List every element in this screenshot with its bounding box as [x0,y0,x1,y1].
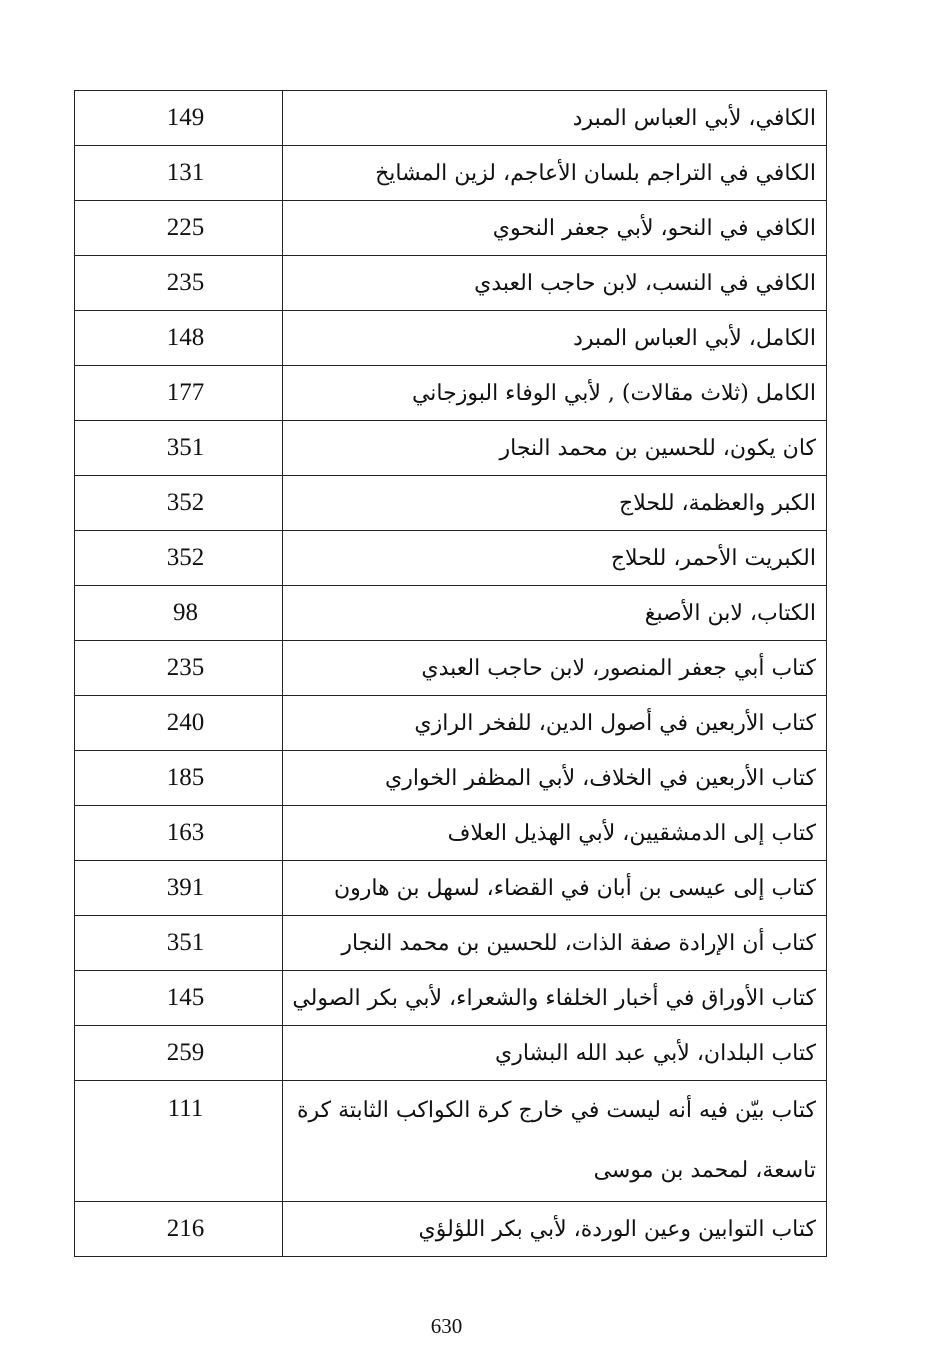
book-title: الكافي في التراجم بلسان الأعاجم، لزين المشايخ [283,146,827,201]
page-ref: 111 [75,1081,283,1202]
page-ref: 98 [75,586,283,641]
table-row [75,1081,827,1202]
table-row [75,531,827,586]
table-row [75,696,827,751]
page-ref: 225 [75,201,283,256]
page-ref: 235 [75,641,283,696]
page-ref: 185 [75,751,283,806]
book-title: الكبريت الأحمر، للحلاج [283,531,827,586]
book-title: الكافي في النحو، لأبي جعفر النحوي [283,201,827,256]
page-ref: 352 [75,531,283,586]
table-row [75,421,827,476]
page-ref: 235 [75,256,283,311]
table-row [75,146,827,201]
book-title: كتاب التوابين وعين الوردة، لأبي بكر اللؤلؤي [283,1202,827,1257]
book-title: كتاب أن الإرادة صفة الذات، للحسين بن محمد النجار [283,916,827,971]
page-number: 630 [430,1314,463,1338]
table-row [75,586,827,641]
book-title: كتاب إلى الدمشقيين، لأبي الهذيل العلاف [283,806,827,861]
page-ref: 149 [75,91,283,146]
index-table [74,90,827,1257]
book-title: الكامل، لأبي العباس المبرد [283,311,827,366]
table-row [75,641,827,696]
table-row [75,971,827,1026]
table-row [75,311,827,366]
page-ref: 163 [75,806,283,861]
book-title: الكامل (ثلاث مقالات) , لأبي الوفاء البوزجاني [283,366,827,421]
book-title: كان يكون، للحسين بن محمد النجار [283,421,827,476]
page-ref: 351 [75,916,283,971]
book-title: الكتاب، لابن الأصبغ [283,586,827,641]
book-title: كتاب بيّن فيه أنه ليست في خارج كرة الكواكب الثابتة كرة تاسعة، لمحمد بن موسى [283,1081,827,1202]
book-title: الكافي، لأبي العباس المبرد [283,91,827,146]
table-row [75,861,827,916]
book-title: كتاب الأربعين في الخلاف، لأبي المظفر الخواري [283,751,827,806]
book-title: كتاب أبي جعفر المنصور، لابن حاجب العبدي [283,641,827,696]
page-ref: 259 [75,1026,283,1081]
book-title: كتاب إلى عيسى بن أبان في القضاء، لسهل بن هارون [283,861,827,916]
book-title: كتاب الأوراق في أخبار الخلفاء والشعراء، لأبي بكر الصولي [283,971,827,1026]
book-title: الكبر والعظمة، للحلاج [283,476,827,531]
table-row [75,806,827,861]
table-row [75,256,827,311]
table-row [75,91,827,146]
table-row [75,1026,827,1081]
page-ref: 391 [75,861,283,916]
table-row [75,201,827,256]
page-ref: 351 [75,421,283,476]
book-title: كتاب البلدان، لأبي عبد الله البشاري [283,1026,827,1081]
page-ref: 131 [75,146,283,201]
table-row [75,1202,827,1257]
table-row [75,916,827,971]
book-title: كتاب الأربعين في أصول الدين، للفخر الرازي [283,696,827,751]
page-ref: 216 [75,1202,283,1257]
page-ref: 177 [75,366,283,421]
book-title: الكافي في النسب، لابن حاجب العبدي [283,256,827,311]
page-ref: 352 [75,476,283,531]
page-ref: 148 [75,311,283,366]
table-row [75,476,827,531]
table-row [75,366,827,421]
table-row [75,751,827,806]
page-ref: 240 [75,696,283,751]
page-ref: 145 [75,971,283,1026]
